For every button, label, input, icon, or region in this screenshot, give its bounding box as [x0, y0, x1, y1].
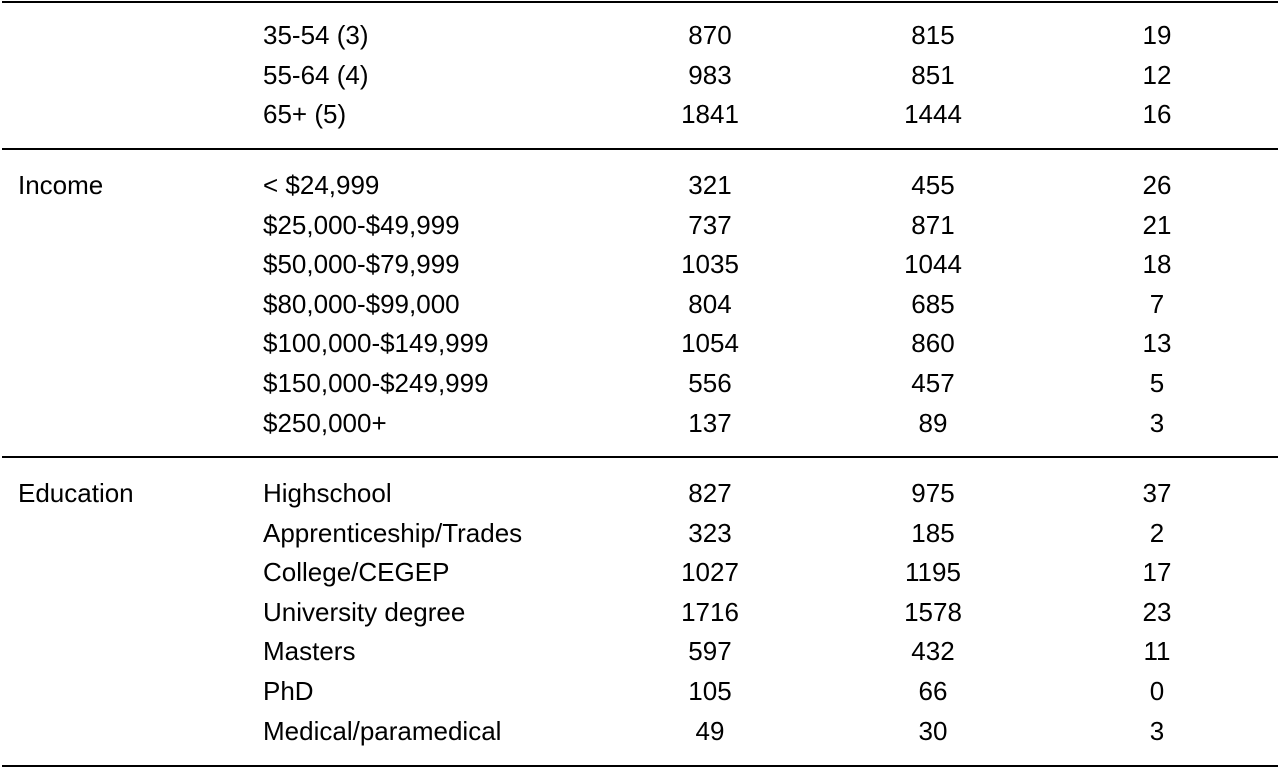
- table-row: [0, 284, 1280, 324]
- category-label: $80,000-$99,000: [263, 288, 460, 319]
- table-row: [0, 15, 1280, 55]
- value-col-3: 5: [1149, 368, 1165, 398]
- category-label: $25,000-$49,999: [263, 209, 460, 240]
- value-col-1: 737: [688, 209, 732, 240]
- category-label: $250,000+: [263, 407, 387, 438]
- value-col-2: 30: [918, 715, 948, 746]
- value-col-3: 7: [1149, 288, 1165, 319]
- category-label: Masters: [263, 636, 356, 667]
- value-col-2: 89: [918, 407, 948, 438]
- value-col-1: 137: [688, 407, 732, 438]
- value-col-1: 1841: [681, 99, 739, 130]
- value-col-1: 1054: [681, 328, 739, 359]
- value-col-1: 1027: [681, 557, 739, 588]
- value-col-2: 457: [911, 368, 955, 398]
- table-row: [0, 244, 1280, 284]
- value-col-2: 685: [911, 288, 955, 319]
- category-label: PhD: [263, 676, 314, 706]
- value-col-2: 66: [918, 676, 948, 706]
- group-label: Income: [18, 170, 104, 200]
- value-col-2: 1044: [904, 249, 962, 280]
- value-col-2: 1578: [904, 596, 962, 627]
- value-col-2: 871: [911, 209, 955, 240]
- value-col-2: 455: [911, 170, 955, 200]
- table-row: [0, 55, 1280, 95]
- table-row: [0, 323, 1280, 363]
- value-col-1: 1035: [681, 249, 739, 280]
- category-label: 65+ (5): [263, 99, 347, 130]
- table-row: [0, 513, 1280, 553]
- value-col-3: 17: [1142, 557, 1172, 588]
- table-row: [0, 473, 1280, 513]
- table-row: [0, 671, 1280, 711]
- table-row: [0, 592, 1280, 632]
- value-col-3: 21: [1142, 209, 1172, 240]
- value-col-1: 321: [688, 170, 732, 200]
- value-col-2: 432: [911, 636, 955, 667]
- value-col-1: 597: [688, 636, 732, 667]
- category-label: University degree: [263, 596, 466, 627]
- category-label: 35-54 (3): [263, 20, 369, 50]
- value-col-1: 49: [695, 715, 725, 746]
- value-col-3: 3: [1149, 715, 1165, 746]
- value-col-1: 870: [688, 20, 732, 50]
- category-label: $100,000-$149,999: [263, 328, 489, 359]
- table-top-rule: [2, 1, 1278, 3]
- value-col-1: 556: [688, 368, 732, 398]
- value-col-3: 11: [1143, 636, 1171, 667]
- value-col-3: 13: [1142, 328, 1172, 359]
- value-col-1: 105: [688, 676, 732, 706]
- value-col-3: 12: [1142, 59, 1172, 90]
- value-col-2: 975: [911, 478, 955, 508]
- section-divider-rule: [2, 456, 1278, 458]
- value-col-1: 323: [688, 517, 732, 548]
- table-bottom-rule: [2, 765, 1278, 767]
- value-col-2: 851: [911, 59, 955, 90]
- table-row: [0, 205, 1280, 245]
- section-divider-rule: [2, 148, 1278, 150]
- value-col-3: 19: [1142, 20, 1172, 50]
- value-col-3: 2: [1149, 517, 1165, 548]
- category-label: Apprenticeship/Trades: [263, 517, 523, 548]
- value-col-2: 860: [911, 328, 955, 359]
- value-col-2: 185: [911, 517, 955, 548]
- table-row: [0, 631, 1280, 671]
- table-row: [0, 403, 1280, 443]
- value-col-3: 18: [1142, 249, 1172, 280]
- category-label: Highschool: [263, 478, 392, 508]
- value-col-2: 1444: [904, 99, 962, 130]
- value-col-3: 0: [1149, 676, 1165, 706]
- category-label: College/CEGEP: [263, 557, 450, 588]
- value-col-3: 23: [1142, 596, 1172, 627]
- category-label: < $24,999: [263, 170, 380, 200]
- value-col-1: 1716: [681, 596, 739, 627]
- table-row: [0, 363, 1280, 403]
- category-label: 55-64 (4): [263, 59, 369, 90]
- category-label: $50,000-$79,999: [263, 249, 460, 280]
- table-row: [0, 711, 1280, 751]
- value-col-2: 1195: [905, 557, 961, 588]
- table-row: [0, 552, 1280, 592]
- value-col-1: 804: [688, 288, 732, 319]
- value-col-3: 3: [1149, 407, 1165, 438]
- value-col-1: 983: [688, 59, 732, 90]
- group-label: Education: [18, 478, 134, 508]
- value-col-3: 37: [1142, 478, 1172, 508]
- value-col-3: 26: [1142, 170, 1172, 200]
- table-row: [0, 165, 1280, 205]
- value-col-1: 827: [688, 478, 732, 508]
- value-col-3: 16: [1142, 99, 1172, 130]
- value-col-2: 815: [911, 20, 955, 50]
- table-row: [0, 94, 1280, 134]
- category-label: $150,000-$249,999: [263, 368, 489, 398]
- category-label: Medical/paramedical: [263, 715, 502, 746]
